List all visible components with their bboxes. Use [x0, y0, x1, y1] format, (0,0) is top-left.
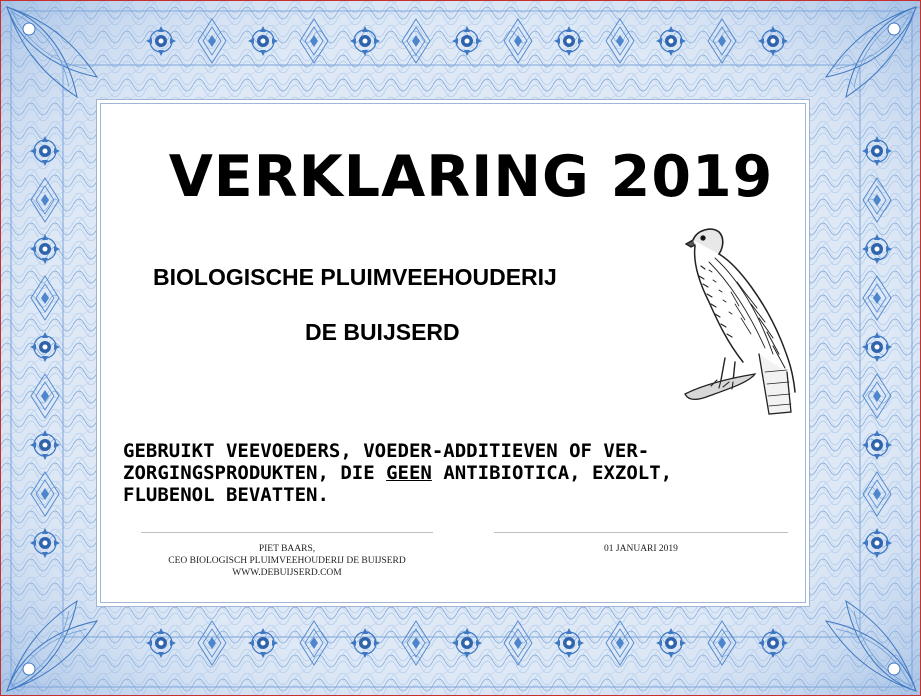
statement-line-2-end: ANTIBIOTICA, EXZOLT,: [431, 462, 673, 484]
declaration-statement: [123, 440, 803, 506]
certificate-panel: [101, 104, 805, 602]
certificate-date: 01 JANUARI 2019: [604, 544, 678, 554]
signatory-block: [141, 543, 433, 579]
organization-line-1: BIOLOGISCHE PLUIMVEEHOUDERIJ: [153, 264, 557, 290]
signatory-role: CEO BIOLOGISCH PLUIMVEEHOUDERIJ DE BUIJSERD: [168, 556, 406, 566]
statement-emphasis: GEEN: [386, 462, 432, 484]
hawk-illustration: [679, 222, 807, 422]
date-block: [494, 543, 788, 555]
statement-line-3: FLUBENOL BEVATTEN.: [123, 484, 329, 506]
statement-line-1: GEBRUIKT VEEVOEDERS, VOEDER-ADDITIEVEN OF VER-: [123, 440, 650, 462]
signature-line: [141, 532, 433, 533]
signatory-name: PIET BAARS,: [258, 544, 316, 554]
statement-line-2-start: ZORGINGSPRODUKTEN, DIE: [123, 462, 387, 484]
date-line: [494, 532, 788, 533]
organization-line-2: DE BUIJSERD: [305, 319, 460, 345]
signatory-website: WWW.DEBUIJSERD.COM: [232, 568, 342, 578]
certificate-title: VERKLARING 2019: [168, 144, 774, 210]
